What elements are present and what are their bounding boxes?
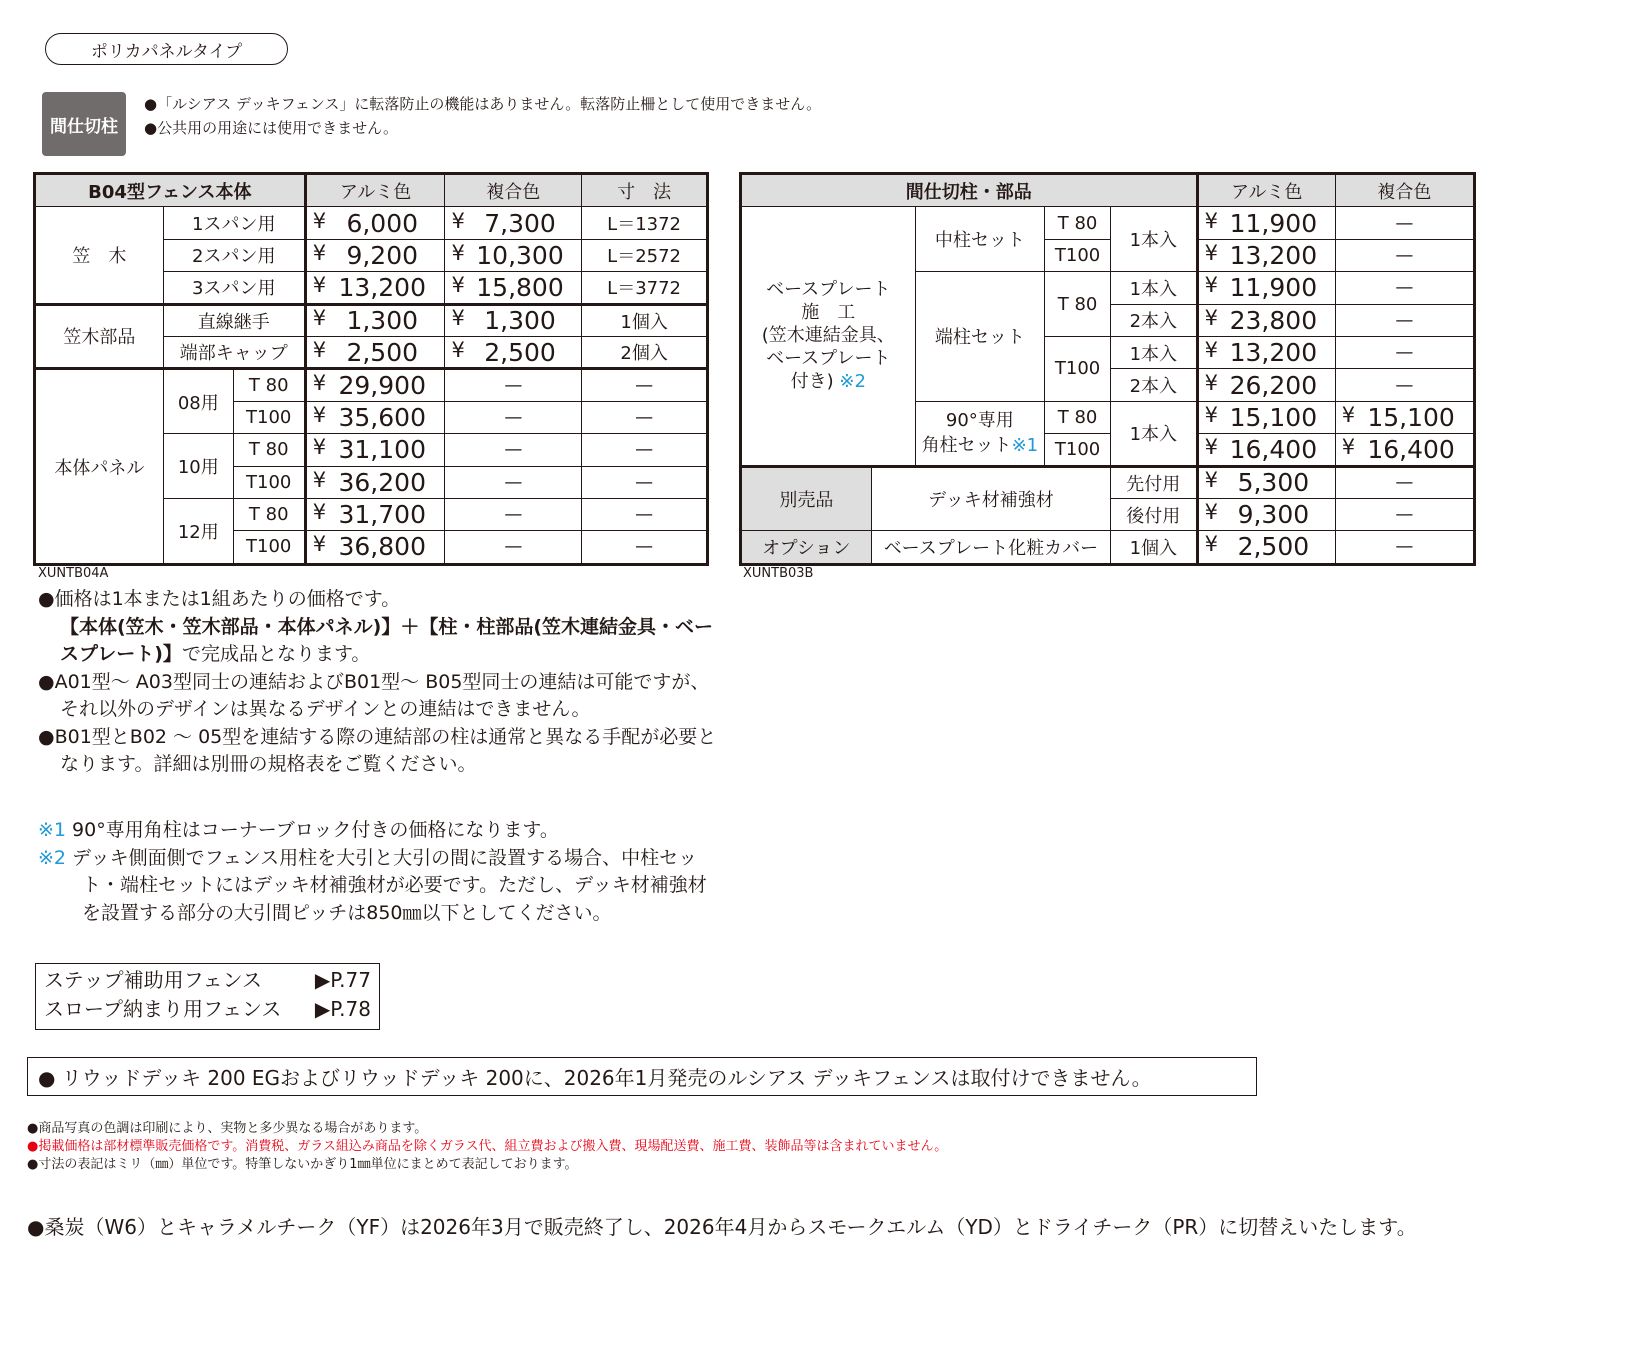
price-alumi: ¥ 29,900 [305, 369, 445, 401]
size: L＝1372 [582, 207, 707, 239]
price-fukugo: ¥ 10,300 [445, 239, 582, 271]
item-label: 3スパン用 [163, 272, 305, 304]
note: ●価格は1本または1組あたりの価格です。 [38, 588, 401, 610]
table-header: アルミ色 [1197, 175, 1335, 207]
fine-line: ●掲載価格は部材標準販売価格です。消費税、ガラス組込み商品を除くガラス代、組立費および搬入費、現場配送費、施工費、装飾品等は含まれていません。 [27, 1139, 948, 1154]
price-fukugo: ¥ 15,100 [1335, 401, 1473, 433]
product-code: XUNTB03B [743, 566, 814, 581]
thickness: T100 [1045, 336, 1111, 401]
table-header: B04型フェンス本体 [36, 175, 306, 207]
item-label: 1スパン用 [163, 207, 305, 239]
price-alumi: ¥ 13,200 [305, 272, 445, 304]
thickness: T 80 [233, 498, 305, 530]
note-mark: ※2 [839, 371, 866, 393]
table-header: 複合色 [445, 175, 582, 207]
dash: — [445, 531, 582, 563]
dash: — [582, 531, 707, 563]
page-references [35, 963, 380, 1030]
price-alumi: ¥ 9,300 [1197, 498, 1335, 530]
price-alumi: ¥ 11,900 [1197, 207, 1335, 239]
dash: — [1335, 272, 1473, 304]
thickness: T100 [233, 401, 305, 433]
price-notes [38, 586, 718, 779]
note: 【本体(笠木・笠木部品・本体パネル)】＋【柱・柱部品(笠木連結金具・ベースプレート)】で完成品となります。 [60, 615, 714, 665]
type-pill: ポリカパネルタイプ [45, 33, 288, 65]
dash: — [582, 498, 707, 530]
table-row [742, 531, 1474, 563]
price-alumi: ¥ 13,200 [1197, 239, 1335, 271]
thickness: T 80 [1045, 272, 1111, 337]
thickness: T100 [1045, 239, 1111, 271]
warning-line: ●「ルシアス デッキフェンス」に転落防止の機能はありません。転落防止柵として使用できません。 [144, 95, 822, 113]
footnote: ※2 デッキ側面側でフェンス用柱を大引と大引の間に設置する場合、中柱セット・端柱セットにはデッキ材補強材が必要です。ただし、デッキ材補強材を設置する部分の大引間ピッチは850㎜以下としてください。 [38, 846, 707, 924]
price-fukugo: ¥ 16,400 [1335, 434, 1473, 466]
quantity: 1個入 [1111, 531, 1198, 563]
quantity: 2本入 [1111, 304, 1198, 336]
group-label: 笠木部品 [36, 304, 164, 369]
price-alumi: ¥ 13,200 [1197, 336, 1335, 368]
table-row [36, 369, 707, 401]
size: 2個入 [582, 336, 707, 368]
price-alumi: ¥ 5,300 [1197, 466, 1335, 498]
price-alumi: ¥ 23,800 [1197, 304, 1335, 336]
reference-link[interactable]: スロープ納まり用フェンス ▶P.78 [44, 997, 371, 1021]
item-label: 直線継手 [163, 304, 305, 336]
price-alumi: ¥ 36,800 [305, 531, 445, 563]
thickness: T 80 [233, 369, 305, 401]
dash: — [1335, 498, 1473, 530]
table-header: アルミ色 [305, 175, 445, 207]
group-label: オプション [742, 531, 872, 563]
kind: 先付用 [1111, 466, 1198, 498]
footnote: ※1 90°専用角柱はコーナーブロック付きの価格になります。 [38, 819, 559, 841]
dash: — [1335, 466, 1473, 498]
category-tag: 間仕切柱 [42, 92, 126, 156]
dash: — [445, 401, 582, 433]
fine-line: ●寸法の表記はミリ（㎜）単位です。特筆しないかぎり1㎜単位にまとめて表記しております。 [27, 1157, 578, 1172]
thickness: T100 [233, 531, 305, 563]
price-alumi: ¥ 26,200 [1197, 369, 1335, 401]
thickness: T100 [233, 466, 305, 498]
item-label: ベースプレート化粧カバー [871, 531, 1110, 563]
price-alumi: ¥ 35,600 [305, 401, 445, 433]
note: ●A01型～ A03型同士の連結およびB01型～ B05型同士の連結は可能ですが、それ以外のデザインは異なるデザインとの連結はできません。 [38, 670, 710, 720]
thickness: T 80 [1045, 401, 1111, 433]
size: 1個入 [582, 304, 707, 336]
item-label: デッキ材補強材 [871, 466, 1110, 531]
dash: — [1335, 531, 1473, 563]
subgroup-label: 12用 [163, 498, 233, 563]
price-alumi: ¥ 31,700 [305, 498, 445, 530]
dash: — [445, 466, 582, 498]
post-parts-price-table [741, 174, 1474, 564]
table-header: 複合色 [1335, 175, 1473, 207]
price-alumi: ¥ 9,200 [305, 239, 445, 271]
item-label: 90°専用 角柱セット※1 [915, 401, 1045, 466]
price-alumi: ¥ 31,100 [305, 434, 445, 466]
group-label-baseplate: ベースプレート 施 工 (笠木連結金具、 ベースプレート 付き) ※2 [742, 207, 916, 466]
dash: — [582, 401, 707, 433]
item-label: 2スパン用 [163, 239, 305, 271]
fine-print [27, 1120, 947, 1174]
footnotes [38, 817, 718, 927]
fine-line: ●商品写真の色調は印刷により、実物と多少異なる場合があります。 [27, 1121, 428, 1136]
table-row [742, 466, 1474, 498]
price-fukugo: ¥ 7,300 [445, 207, 582, 239]
dash: — [1335, 369, 1473, 401]
fence-body-price-table [35, 174, 707, 564]
dash: — [1335, 239, 1473, 271]
note-mark: ※1 [1011, 435, 1039, 457]
thickness: T 80 [1045, 207, 1111, 239]
note: ●B01型とB02 ～ 05型を連結する際の連結部の柱は通常と異なる手配が必要となります。詳細は別冊の規格表をご覧ください。 [38, 725, 717, 775]
quantity: 1本入 [1111, 336, 1198, 368]
size: L＝2572 [582, 239, 707, 271]
thickness: T 80 [233, 434, 305, 466]
price-alumi: ¥ 36,200 [305, 466, 445, 498]
dash: — [1335, 207, 1473, 239]
dash: — [1335, 304, 1473, 336]
table-row [742, 207, 1474, 239]
dash: — [1335, 336, 1473, 368]
kind: 後付用 [1111, 498, 1198, 530]
price-alumi: ¥ 15,100 [1197, 401, 1335, 433]
dash: — [582, 466, 707, 498]
table-row [36, 304, 707, 336]
quantity: 1本入 [1111, 401, 1198, 466]
item-label: 中柱セット [915, 207, 1045, 272]
dash: — [582, 434, 707, 466]
dash: — [582, 369, 707, 401]
size: L＝3772 [582, 272, 707, 304]
price-fukugo: ¥ 15,800 [445, 272, 582, 304]
group-label: 別売品 [742, 466, 872, 531]
dash: — [445, 434, 582, 466]
item-label: 端部キャップ [163, 336, 305, 368]
group-label: 笠 木 [36, 207, 164, 304]
dash: — [445, 498, 582, 530]
reference-link[interactable]: ステップ補助用フェンス ▶P.77 [44, 968, 371, 992]
item-label: 端柱セット [915, 272, 1045, 402]
quantity: 2本入 [1111, 369, 1198, 401]
product-code: XUNTB04A [38, 566, 109, 581]
table-header: 間仕切柱・部品 [742, 175, 1198, 207]
table-row [36, 207, 707, 239]
price-alumi: ¥ 2,500 [1197, 531, 1335, 563]
price-alumi: ¥ 11,900 [1197, 272, 1335, 304]
compatibility-banner: ● リウッドデッキ 200 EGおよびリウッドデッキ 200に、2026年1月発売のルシアス デッキフェンスは取付けできません。 [27, 1057, 1257, 1096]
price-alumi: ¥ 2,500 [305, 336, 445, 368]
dash: — [445, 369, 582, 401]
group-label: 本体パネル [36, 369, 164, 563]
price-fukugo: ¥ 1,300 [445, 304, 582, 336]
discontinuation-note: ●桑炭（W6）とキャラメルチーク（YF）は2026年3月で販売終了し、2026年4月からスモークエルム（YD）とドライチーク（PR）に切替えいたします。 [27, 1215, 1417, 1239]
subgroup-label: 08用 [163, 369, 233, 434]
quantity: 1本入 [1111, 272, 1198, 304]
quantity: 1本入 [1111, 207, 1198, 272]
subgroup-label: 10用 [163, 434, 233, 499]
price-alumi: ¥ 16,400 [1197, 434, 1335, 466]
warning-notes [144, 92, 821, 140]
price-alumi: ¥ 1,300 [305, 304, 445, 336]
thickness: T100 [1045, 434, 1111, 466]
table-header: 寸 法 [582, 175, 707, 207]
price-alumi: ¥ 6,000 [305, 207, 445, 239]
price-fukugo: ¥ 2,500 [445, 336, 582, 368]
warning-line: ●公共用の用途には使用できません。 [144, 119, 398, 137]
